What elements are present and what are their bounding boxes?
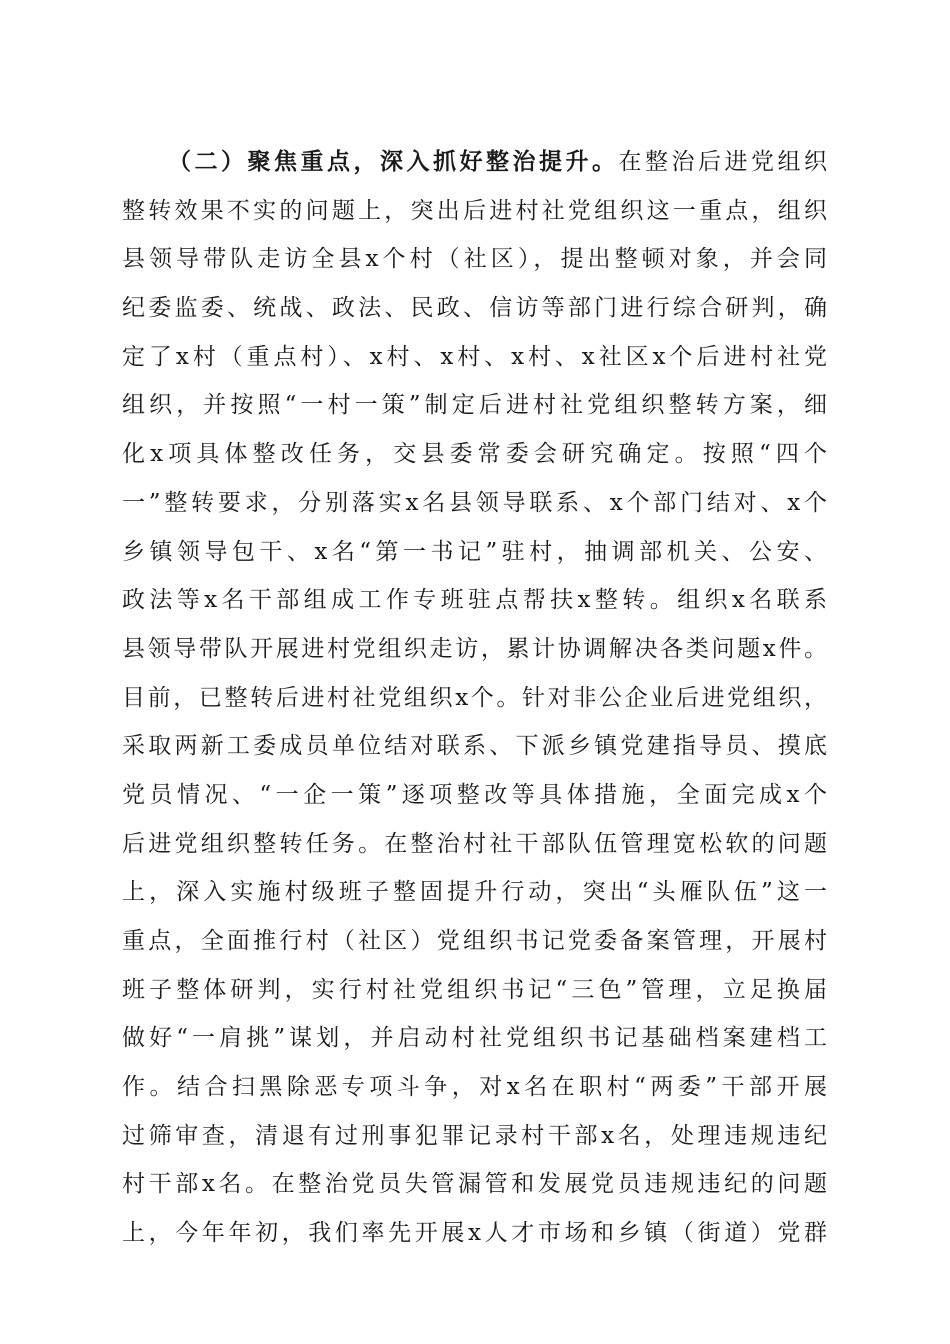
first-line-text: 在整治后进党组织 — [618, 149, 827, 175]
paragraph-line: 组织，并按照“一村一策”制定后进村社党组织整转方案，细 — [122, 392, 827, 419]
paragraph-line: 做好“一肩挑”谋划，并启动村社党组织书记基础档案建档工 — [122, 1025, 827, 1052]
paragraph-line: 一”整转要求，分别落实x名县领导联系、x个部门结对、x个 — [122, 489, 827, 516]
paragraph-line: 村干部x名。在整治党员失管漏管和发展党员违规违纪的问题 — [122, 1171, 827, 1198]
paragraph-line: 定了x村（重点村）、x村、x村、x村、x社区x个后进村社党 — [122, 343, 827, 370]
paragraph-line: 纪委监委、统战、政法、民政、信访等部门进行综合研判，确 — [122, 295, 827, 322]
paragraph-line: 政法等x名干部组成工作专班驻点帮扶x整转。组织x名联系 — [122, 587, 827, 614]
paragraph-line: 班子整体研判，实行村社党组织书记“三色”管理，立足换届 — [122, 976, 827, 1003]
paragraph-line: 后进党组织整转任务。在整治村社干部队伍管理宽松软的问题 — [122, 830, 827, 857]
paragraph-line: 过筛审查，清退有过刑事犯罪记录村干部x名，处理违规违纪 — [122, 1122, 827, 1149]
paragraph-line: 重点，全面推行村（社区）党组织书记党委备案管理，开展村 — [122, 928, 827, 954]
paragraph-line-1 — [122, 138, 827, 187]
paragraph-line: 县领导带队开展进村党组织走访，累计协调解决各类问题x件。 — [122, 635, 827, 662]
paragraph-line: 上，深入实施村级班子整固提升行动，突出“头雁队伍”这一 — [122, 879, 827, 906]
paragraph-line: 采取两新工委成员单位结对联系、下派乡镇党建指导员、摸底 — [122, 733, 827, 760]
paragraph-line: 化x项具体整改任务，交县委常委会研究确定。按照“四个 — [122, 441, 827, 468]
paragraph-line: 上，今年年初，我们率先开展x人才市场和乡镇（街道）党群 — [122, 1220, 827, 1247]
paragraph-line: 目前，已整转后进村社党组织x个。针对非公企业后进党组织， — [122, 684, 827, 711]
paragraph-line: 整转效果不实的问题上，突出后进村社党组织这一重点，组织 — [122, 197, 827, 224]
paragraph-line: 县领导带队走访全县x个村（社区），提出整顿对象，并会同 — [122, 246, 827, 273]
section-heading: （二）聚焦重点，深入抓好整治提升。 — [168, 148, 619, 175]
body-paragraph — [122, 138, 827, 1258]
paragraph-line: 乡镇领导包干、x名“第一书记”驻村，抽调部机关、公安、 — [122, 538, 827, 565]
paragraph-line: 作。结合扫黑除恶专项斗争，对x名在职村“两委”干部开展 — [122, 1074, 827, 1101]
paragraph-line: 党员情况、“一企一策”逐项整改等具体措施，全面完成x个 — [122, 781, 827, 808]
